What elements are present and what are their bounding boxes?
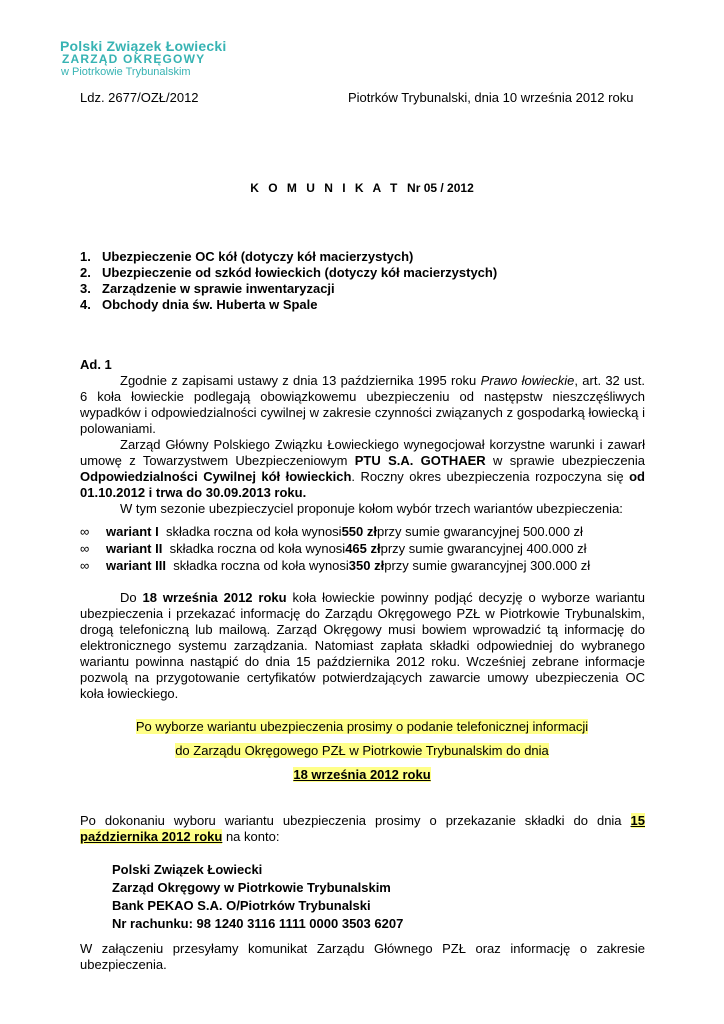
- infinity-bullet-icon: ∞: [80, 524, 90, 539]
- notice-date: 18 września 2012 roku: [293, 767, 431, 782]
- title-number: Nr 05 / 2012: [407, 181, 474, 195]
- topic-item: 3. Zarządzenie w sprawie inwentaryzacji: [80, 281, 335, 296]
- variants-list: [80, 523, 625, 574]
- topic-item: 4. Obchody dnia św. Huberta w Spale: [80, 297, 318, 312]
- paragraph-payment: Po dokonaniu wyboru wariantu ubezpieczenia prosimy o przekazanie składki do dnia 15 października 2012 roku na konto:: [80, 813, 645, 844]
- variant-item: ∞ wariant I składka roczna od koła wynosi 550 zł przy sumie gwarancyjnej 500.000 zł: [80, 524, 583, 539]
- paragraph-law: Zgodnie z zapisami ustawy z dnia 13 października 1995 roku Prawo łowieckie, art. 32 ust. 6 koła łowieckie podlegają obowiązkowemu ubezpieczeniu od następstw nieszczęśliwych wypadków i odpowiedzialności cywilnej w zakresie czynności związanych z gospodarką łowiecką i polowaniami.: [80, 373, 646, 436]
- paragraph-variants-intro: W tym sezonie ubezpieczyciel proponuje kołom wybór trzech wariantów ubezpieczenia:: [120, 501, 623, 516]
- account-number: Nr rachunku: 98 1240 3116 1111 0000 3503 6207: [112, 916, 404, 931]
- logo-line-2: ZARZĄD OKRĘGOWY: [62, 52, 206, 66]
- place-and-date: Piotrków Trybunalski, dnia 10 września 2012 roku: [348, 90, 634, 105]
- logo-line-1: Polski Związek Łowiecki: [60, 38, 227, 54]
- topics-list: [80, 249, 497, 313]
- paragraph-attachment: W załączeniu przesyłamy komunikat Zarządu Głównego PZŁ oraz informację o zakresie ubezpieczenia.: [80, 941, 645, 972]
- variant-item: ∞ wariant III składka roczna od koła wynosi 350 zł przy sumie gwarancyjnej 300.000 zł: [80, 558, 591, 573]
- reference-number: Ldz. 2677/OZŁ/2012: [80, 90, 199, 105]
- organization-logo: [60, 40, 226, 79]
- bank-line: Zarząd Okręgowy w Piotrkowie Trybunalskim: [112, 880, 391, 895]
- infinity-bullet-icon: ∞: [80, 558, 90, 573]
- paragraph-agreement: Zarząd Główny Polskiego Związku Łowieckiego wynegocjował korzystne warunki i zawarł umowę z Towarzystwem Ubezpieczeniowym PTU S.A. GOTHAER w sprawie ubezpieczenia Odpowiedzialności Cywilnej kół łowieckich. Roczny okres ubezpieczenia rozpoczyna się od 01.10.2012 i trwa do 30.09.2013 roku.: [80, 437, 645, 500]
- topic-item: 2. Ubezpieczenie od szkód łowieckich (dotyczy kół macierzystych): [80, 265, 498, 280]
- infinity-bullet-icon: ∞: [80, 541, 90, 556]
- bank-line: Bank PEKAO S.A. O/Piotrków Trybunalski: [112, 898, 371, 913]
- notice-line-1: Po wyborze wariantu ubezpieczenia prosimy o podanie telefonicznej informacji: [135, 719, 589, 734]
- paragraph-deadline: Do 18 września 2012 roku koła łowieckie powinny podjąć decyzję o wyborze wariantu ubezpieczenia i przekazać informację do Zarządu Okręgowego PZŁ w Piotrkowie Trybunalskim, drogą telefoniczną lub mailową. Zarząd Okręgowy musi bowiem wprowadzić tą informację do elektronicznego systemu zarządzania. Natomiast zapłata składki odpowiedniej do wybranego wariantu powinna nastąpić do dnia 15 października 2012 roku. Wcześniej zebrane informacje pozwolą na przygotowanie certyfikatów potwierdzających zawarcie umowy ubezpieczenia OC koła łowieckiego.: [80, 590, 645, 701]
- document-title: [0, 181, 724, 195]
- variant-item: ∞ wariant II składka roczna od koła wynosi 465 zł przy sumie gwarancyjnej 400.000 zł: [80, 541, 587, 556]
- section-heading: Ad. 1: [80, 357, 112, 372]
- notice-line-2: do Zarządu Okręgowego PZŁ w Piotrkowie Trybunalskim do dnia: [175, 743, 549, 758]
- logo-line-3: w Piotrkowie Trybunalskim: [61, 66, 191, 78]
- title-word: K O M U N I K A T: [250, 181, 401, 195]
- topic-item: 1. Ubezpieczenie OC kół (dotyczy kół macierzystych): [80, 249, 414, 264]
- bank-account-details: [112, 861, 403, 933]
- bank-line: Polski Związek Łowiecki: [112, 862, 263, 877]
